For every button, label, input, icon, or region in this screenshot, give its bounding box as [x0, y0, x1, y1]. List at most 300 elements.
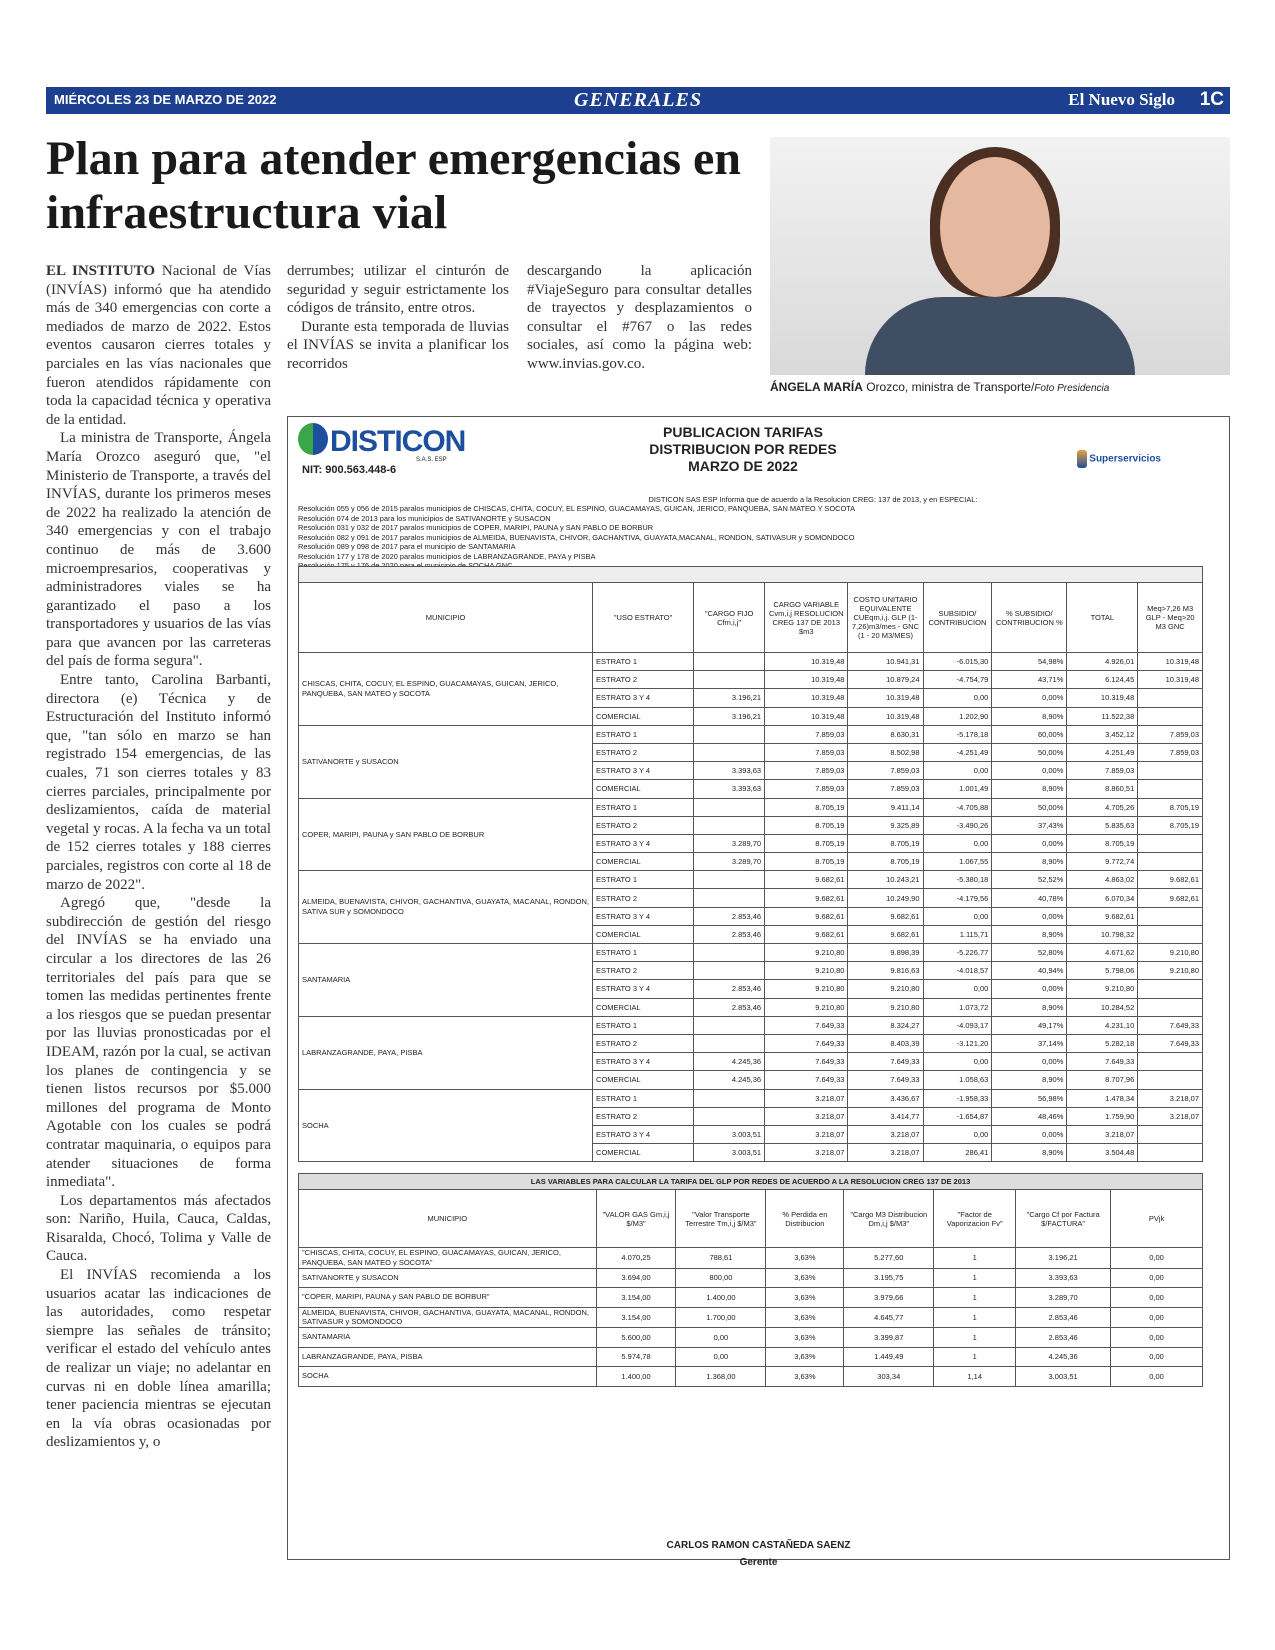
table-cell: 9.682,61 — [765, 907, 848, 925]
table-cell: 3.218,07 — [1138, 1107, 1203, 1125]
table-cell: 0,00 — [923, 1125, 992, 1143]
table-cell: 5.600,00 — [596, 1328, 676, 1348]
table-cell: 3.504,48 — [1067, 1144, 1138, 1162]
table-cell: -1.654,87 — [923, 1107, 992, 1125]
table-cell: 8.705,19 — [1067, 834, 1138, 852]
nit-number: NIT: 900.563.448-6 — [302, 464, 397, 476]
table-cell: 7.649,33 — [765, 1071, 848, 1089]
paragraph: La ministra de Transporte, Ángela María Orozco aseguró que, "el Ministerio de Transporte, a través del INVÍAS, durante los primeros meses de 2022 ha realizado la atención de 340 emergencias y con el trabajo continuo de más de 3.600 microempresarios, cooperativas y administradores viales se ha garantizado el paso a los transportadores y usuarios de las vías para que avancen por las carreteras del país de forma segura". — [46, 430, 271, 670]
table-cell: 3.218,07 — [765, 1107, 848, 1125]
table-cell: 54,98% — [992, 653, 1067, 671]
paragraph: El INVÍAS recomienda a los usuarios acatar las indicaciones de las autoridades, como respetar siempre las señales de tránsito; verificar el estado del vehículo antes de realizar un viaje; no adelantar en curvas ni en doble línea amarilla; tener paciencia mientras se ejecutan en la vía obras ocasionadas por deslizamientos y, o — [46, 1267, 271, 1451]
table-cell: SATIVANORTE y SUSACON — [299, 1268, 597, 1288]
table-cell: COMERCIAL — [593, 998, 694, 1016]
table-header: Meq>7,26 M3 GLP - Meq>20 M3 GNC — [1138, 583, 1203, 653]
table-cell: 0,00% — [992, 762, 1067, 780]
table-cell: 8,90% — [992, 707, 1067, 725]
table-cell: SOCHA — [299, 1367, 597, 1387]
table-cell: 9.682,61 — [848, 925, 923, 943]
table-header: "CARGO FIJO Cfm,i,j" — [694, 583, 765, 653]
table-cell: 5.798,06 — [1067, 962, 1138, 980]
table-cell: 1 — [934, 1347, 1016, 1367]
table-cell: 8,90% — [992, 998, 1067, 1016]
table-cell: 0,00 — [1111, 1268, 1203, 1288]
table-cell: 1.202,90 — [923, 707, 992, 725]
table-cell: ESTRATO 1 — [593, 944, 694, 962]
table-cell — [694, 743, 765, 761]
table-cell: 3.399,87 — [844, 1328, 934, 1348]
table-cell: 9.682,61 — [1067, 907, 1138, 925]
table-cell: -4.705,88 — [923, 798, 992, 816]
table-cell: 8,90% — [992, 925, 1067, 943]
signature-block — [288, 1537, 1229, 1571]
table-cell: 48,46% — [992, 1107, 1067, 1125]
table-cell: 0,00% — [992, 689, 1067, 707]
table-header: COSTO UNITARIO EQUIVALENTE CUEqm,i,j. GLP (1-7,26)m3/mes - GNC (1 - 20 M3/MES) — [848, 583, 923, 653]
resolution-line: Resolución 074 de 2013 para los municipios de SATIVANORTE y SUSACON — [298, 513, 551, 523]
table-cell: -1.958,33 — [923, 1089, 992, 1107]
resolutions-list: DISTICON SAS ESP Informa que de acuerdo a la Resolucion CREG: 137 de 2013, y en ESPECIAL: Resolución 055 y 056 de 2015 paralos municipios de CHISCAS, CHITA, COCUY, EL ESPINO, GUACAMAYAS, GUICAN, JERICO, PANQUEBA, SAN MATEO Y SOCOTA Resolución 074 de 2013 para los municipios de SATIVANORTE y SUSACON Resolución 031 y 032 de 2017 paralos municipios de COPER, MARIPI, PAUNA y SAN PABLO DE BORBUR Resolución 082 y 091 de 2017 paralos municipios de ALMEIDA, BUENAVISTA, CHIVOR, GACHANTIVA, GUAYATA,MACANAL, RONDON, SATIVASUR y SOMONDOCO Resolución 089 y 098 de 2017 para el municipio de SANTAMARIA Resolución 177 y 178 de 2020 paralos municipios de LABRANZAGRANDE, PAYA y PISBA — [298, 495, 1208, 571]
tariff-table — [298, 566, 1203, 1162]
municipality-cell: COPER, MARIPI, PAUNA y SAN PABLO DE BORBUR — [299, 798, 593, 871]
table-cell: 3.393,63 — [694, 762, 765, 780]
table-cell: 303,34 — [844, 1367, 934, 1387]
table-cell: 8,90% — [992, 853, 1067, 871]
table-cell: 0,00 — [1111, 1307, 1203, 1328]
table-cell: ESTRATO 1 — [593, 871, 694, 889]
table-cell: 9.682,61 — [765, 925, 848, 943]
table-cell: 40,78% — [992, 889, 1067, 907]
table-cell — [1138, 1053, 1203, 1071]
table-cell — [1138, 998, 1203, 1016]
table-cell: ESTRATO 3 Y 4 — [593, 1053, 694, 1071]
table-cell: 8.324,27 — [848, 1016, 923, 1034]
table-cell: 5.974,78 — [596, 1347, 676, 1367]
table-header: MUNICIPIO — [299, 1190, 597, 1248]
table-cell: COMERCIAL — [593, 853, 694, 871]
table-cell: 37,14% — [992, 1034, 1067, 1052]
table-cell: 2.853,46 — [1016, 1307, 1111, 1328]
table-cell: 8,90% — [992, 780, 1067, 798]
table-cell: 7.649,33 — [765, 1053, 848, 1071]
table-cell: 4.671,62 — [1067, 944, 1138, 962]
table-cell: 3.218,07 — [765, 1125, 848, 1143]
table-cell: 0,00 — [1111, 1288, 1203, 1308]
table-cell: 7.859,03 — [765, 762, 848, 780]
table-cell: 5.282,18 — [1067, 1034, 1138, 1052]
table-cell: -5.178,18 — [923, 725, 992, 743]
table-row — [299, 1347, 1203, 1367]
table-cell: 7.649,33 — [848, 1071, 923, 1089]
table-cell: 4.231,10 — [1067, 1016, 1138, 1034]
table-cell: ESTRATO 3 Y 4 — [593, 689, 694, 707]
table-cell: 3.154,00 — [596, 1307, 676, 1328]
table-cell: 1.001,49 — [923, 780, 992, 798]
table-cell: 7.859,03 — [1138, 725, 1203, 743]
table-header: TOTAL — [1067, 583, 1138, 653]
table-header: "Valor Transporte Terrestre Tm,i,j $/M3" — [676, 1190, 766, 1248]
table-cell: 2.853,46 — [694, 925, 765, 943]
table-cell: 9.210,80 — [765, 962, 848, 980]
table-cell: 2.853,46 — [694, 907, 765, 925]
table-row — [299, 725, 1203, 743]
table-cell: 0,00 — [1111, 1347, 1203, 1367]
table-cell: 4.245,36 — [694, 1071, 765, 1089]
table-cell: 1 — [934, 1268, 1016, 1288]
table-cell: ESTRATO 2 — [593, 1107, 694, 1125]
table-cell: 3.289,70 — [694, 834, 765, 852]
table-cell — [694, 653, 765, 671]
table-cell: 3,63% — [766, 1288, 844, 1308]
table-row — [299, 1248, 1203, 1269]
table-cell: 3.414,77 — [848, 1107, 923, 1125]
article-column-2 — [287, 262, 509, 374]
table-cell: 1.058,63 — [923, 1071, 992, 1089]
table-cell: 3,63% — [766, 1307, 844, 1328]
table-cell: 1.067,55 — [923, 853, 992, 871]
paragraph: EL INSTITUTO Nacional de Vías (INVÍAS) informó que ha atendido más de 340 emergencias con corte a mediados de marzo de 2022. Estos eventos causaron cierres totales y parciales en las vías nacionales que fueron atendidos rápidamente con toda la capacidad técnica y operativa de la entidad. — [46, 263, 271, 428]
table-cell: 0,00% — [992, 907, 1067, 925]
superservicios-icon — [1077, 450, 1087, 468]
table-cell — [694, 871, 765, 889]
table-row — [299, 1328, 1203, 1348]
table-cell — [1138, 1125, 1203, 1143]
table-cell: 3.436,67 — [848, 1089, 923, 1107]
table-cell: 8.705,19 — [765, 853, 848, 871]
table-cell — [1138, 907, 1203, 925]
table-cell: 10.319,48 — [1138, 653, 1203, 671]
table-cell: 1.449,49 — [844, 1347, 934, 1367]
table-cell: 4.245,36 — [694, 1053, 765, 1071]
table-cell: 60,00% — [992, 725, 1067, 743]
table-cell: 3,63% — [766, 1328, 844, 1348]
table-cell: 10.319,48 — [765, 671, 848, 689]
table-cell: 1 — [934, 1307, 1016, 1328]
resolution-line: Resolución 082 y 091 de 2017 paralos municipios de ALMEIDA, BUENAVISTA, CHIVOR, GACHANTIVA, GUAYATA,MACANAL, RONDON, SATIVASUR y SOMONDOCO — [298, 532, 855, 542]
table-cell: 56,98% — [992, 1089, 1067, 1107]
table-cell — [1138, 1144, 1203, 1162]
table-cell: SANTAMARIA — [299, 1328, 597, 1348]
municipality-cell: SATIVANORTE y SUSACON — [299, 725, 593, 798]
table-cell: 0,00% — [992, 980, 1067, 998]
table-header: "Cargo Cf por Factura $/FACTURA" — [1016, 1190, 1111, 1248]
table-cell — [1138, 980, 1203, 998]
table-cell: 3.003,51 — [694, 1144, 765, 1162]
table-cell: 7.649,33 — [1138, 1034, 1203, 1052]
table-cell: COMERCIAL — [593, 1071, 694, 1089]
table-cell: ESTRATO 3 Y 4 — [593, 762, 694, 780]
table-cell: 10.879,24 — [848, 671, 923, 689]
table-cell: 8.705,19 — [1138, 798, 1203, 816]
municipality-cell: LABRANZAGRANDE, PAYA, PISBA — [299, 1016, 593, 1089]
table-cell — [694, 725, 765, 743]
table-cell: 52,80% — [992, 944, 1067, 962]
table-cell: 7.859,03 — [848, 780, 923, 798]
table-cell: 0,00 — [923, 1053, 992, 1071]
table-cell: 10.284,52 — [1067, 998, 1138, 1016]
table-cell — [1138, 762, 1203, 780]
table-cell: 4.070,25 — [596, 1248, 676, 1269]
table-header: "Factor de Vaporizacion Fv" — [934, 1190, 1016, 1248]
article-column-1 — [46, 262, 271, 1452]
table-cell: LABRANZAGRANDE, PAYA, PISBA — [299, 1347, 597, 1367]
table-cell: 9.682,61 — [765, 871, 848, 889]
section-name: GENERALES — [574, 89, 702, 111]
table-cell: 4.926,01 — [1067, 653, 1138, 671]
table-cell: 3.003,51 — [694, 1125, 765, 1143]
paragraph: Durante esta temporada de lluvias el INVÍAS se invita a planificar los recorridos — [287, 318, 509, 372]
table-cell: ESTRATO 2 — [593, 671, 694, 689]
table-cell: 8.705,19 — [1138, 816, 1203, 834]
table-cell: 3.196,21 — [694, 707, 765, 725]
table-cell: 1.400,00 — [676, 1288, 766, 1308]
table-header: PVjk — [1111, 1190, 1203, 1248]
resolution-line: Resolución 089 y 098 de 2017 para el municipio de SANTAMARIA — [298, 542, 516, 552]
table-cell: 3.003,51 — [1016, 1367, 1111, 1387]
table-row — [299, 871, 1203, 889]
table-cell: 3.393,63 — [1016, 1268, 1111, 1288]
paragraph: Los departamentos más afectados son: Nariño, Huila, Cauca, Caldas, Risaralda, Chocó, Tolima y Valle de Cauca. — [46, 1192, 271, 1265]
table-header: "VALOR GAS Gm,i,j $/M3" — [596, 1190, 676, 1248]
table-header: CARGO VARIABLE Cvm,i,j RESOLUCION CREG 137 DE 2013 $m3 — [765, 583, 848, 653]
table-cell — [694, 944, 765, 962]
table-cell: 8,90% — [992, 1144, 1067, 1162]
table-cell: 1 — [934, 1248, 1016, 1269]
table-cell: 8.705,19 — [848, 853, 923, 871]
table-cell: COMERCIAL — [593, 707, 694, 725]
table-cell: 0,00% — [992, 1125, 1067, 1143]
table-cell: 3.218,07 — [1067, 1125, 1138, 1143]
table-cell: 8.705,19 — [765, 816, 848, 834]
table-cell: 4.251,49 — [1067, 743, 1138, 761]
table-cell: 7.859,03 — [1067, 762, 1138, 780]
table-cell: "COPER, MARIPI, PAUNA y SAN PABLO DE BORBUR" — [299, 1288, 597, 1308]
resolution-line: Resolución 031 y 032 de 2017 paralos municipios de COPER, MARIPI, PAUNA y SAN PABLO DE BORBUR — [298, 523, 654, 533]
table-cell: 4.863,02 — [1067, 871, 1138, 889]
table-cell: 4.705,26 — [1067, 798, 1138, 816]
ad-title: PUBLICACION TARIFAS DISTRIBUCION POR REDES MARZO DE 2022 — [649, 424, 837, 474]
table-cell — [694, 816, 765, 834]
table-header: "Cargo M3 Distribucion Dm,i,j $/M3" — [844, 1190, 934, 1248]
table-cell: 10.941,31 — [848, 653, 923, 671]
table-cell: COMERCIAL — [593, 1144, 694, 1162]
table-cell: 3.154,00 — [596, 1288, 676, 1308]
table-cell: 7.649,33 — [848, 1053, 923, 1071]
table-cell — [694, 1107, 765, 1125]
table-cell: 3.289,70 — [694, 853, 765, 871]
table-cell: 7.859,03 — [1138, 743, 1203, 761]
article-column-3 — [527, 262, 752, 374]
table-row — [299, 1307, 1203, 1328]
table-cell: 3,63% — [766, 1367, 844, 1387]
signer-name: CARLOS RAMON CASTAÑEDA SAENZ — [666, 1540, 851, 1551]
newspaper-brand: El Nuevo Siglo — [1068, 90, 1175, 109]
table-cell: 10.798,32 — [1067, 925, 1138, 943]
table-cell: 9.210,80 — [765, 944, 848, 962]
table-cell: 3.218,07 — [848, 1125, 923, 1143]
table-cell: 0,00 — [923, 980, 992, 998]
table-row — [299, 1367, 1203, 1387]
table-cell: 9.682,61 — [1138, 889, 1203, 907]
table-cell: 9.210,80 — [848, 980, 923, 998]
table-cell: 8.860,51 — [1067, 780, 1138, 798]
table-cell: 9.772,74 — [1067, 853, 1138, 871]
table-cell — [694, 1016, 765, 1034]
paragraph: Agregó que, "desde la subdirección de gestión del riesgo del INVÍAS se ha enviado una circular a los directores de las 26 territoriales del país para que se tomen las medidas pertinentes frente a los riesgos que se puedan presentar por las lluvias pronosticadas por el IDEAM, razón por la cual, se activan los planes de contingencia y se tienen listos recursos por $5.000 millones del programa de Monto Agotable con los cuales se podrá contratar maquinaria, o equipos para atender situaciones de forma inmediata". — [46, 895, 271, 1191]
table-cell: 8,90% — [992, 1071, 1067, 1089]
table-cell: 3.218,07 — [765, 1144, 848, 1162]
table-cell: 10.249,90 — [848, 889, 923, 907]
table-cell — [1138, 689, 1203, 707]
table-cell: 0,00 — [1111, 1328, 1203, 1348]
table-cell: ESTRATO 2 — [593, 743, 694, 761]
table-cell — [1138, 834, 1203, 852]
table-cell: 0,00 — [676, 1347, 766, 1367]
table-header: % SUBSIDIO/ CONTRIBUCION % — [992, 583, 1067, 653]
municipality-cell: SOCHA — [299, 1089, 593, 1162]
resolution-line: Resolución 055 y 056 de 2015 paralos municipios de CHISCAS, CHITA, COCUY, EL ESPINO, GUACAMAYAS, GUICAN, JERICO, PANQUEBA, SAN MATEO Y SOCOTA — [298, 504, 856, 514]
table-cell: 3,63% — [766, 1347, 844, 1367]
table-cell: ESTRATO 1 — [593, 798, 694, 816]
table-cell: ESTRATO 3 Y 4 — [593, 1125, 694, 1143]
page-number: 1C — [1199, 89, 1224, 110]
municipality-cell: CHISCAS, CHITA, COCUY, EL ESPINO, GUACAMAYAS, GUICAN, JERICO, PANQUEBA, SAN MATEO y SOCOTA — [299, 653, 593, 726]
table-cell: ESTRATO 2 — [593, 816, 694, 834]
table-cell: ESTRATO 2 — [593, 889, 694, 907]
table-cell: 0,00 — [923, 762, 992, 780]
tariff-advertisement — [287, 416, 1230, 1568]
paragraph: descargando la aplicación #ViajeSeguro para consultar detalles de trayectos y desplazamientos o consultar el #767 o las redes sociales, así como la página web: www.invias.gov.co. — [527, 263, 752, 372]
table-cell: ESTRATO 3 Y 4 — [593, 980, 694, 998]
table-cell: 2.853,46 — [694, 980, 765, 998]
disticon-logo: DISTICON S.A.S. ESP — [298, 423, 458, 459]
superservicios-logo: Superservicios — [1077, 450, 1161, 468]
table-cell: 0,00 — [1111, 1367, 1203, 1387]
table-cell: 3.393,63 — [694, 780, 765, 798]
table-cell: 3,63% — [766, 1248, 844, 1269]
table-cell: 3.694,00 — [596, 1268, 676, 1288]
table-cell: -4.754,79 — [923, 671, 992, 689]
table-cell: -4.179,56 — [923, 889, 992, 907]
table-cell: "CHISCAS, CHITA, COCUY, EL ESPINO, GUACAMAYAS, GUICAN, JERICO, PANQUEBA, SAN MATEO y SOCOTA" — [299, 1248, 597, 1269]
table-cell: 2.853,46 — [1016, 1328, 1111, 1348]
table-cell: ESTRATO 3 Y 4 — [593, 907, 694, 925]
table-cell: 10.319,48 — [1138, 671, 1203, 689]
table-cell: 3.218,07 — [765, 1089, 848, 1107]
table-cell: 1 — [934, 1288, 1016, 1308]
table-cell: 1.400,00 — [596, 1367, 676, 1387]
table-cell: 9.210,80 — [1067, 980, 1138, 998]
table-cell: 3.218,07 — [1138, 1089, 1203, 1107]
table-cell: 10.319,48 — [765, 707, 848, 725]
table-cell: 49,17% — [992, 1016, 1067, 1034]
table-cell: ESTRATO 1 — [593, 1089, 694, 1107]
table-cell: 1.073,72 — [923, 998, 992, 1016]
table-row — [299, 653, 1203, 671]
table-cell: -4.018,57 — [923, 962, 992, 980]
table-cell: 3.195,75 — [844, 1268, 934, 1288]
table-cell: 1.700,00 — [676, 1307, 766, 1328]
table-cell: 1 — [934, 1328, 1016, 1348]
table-cell: 3.452,12 — [1067, 725, 1138, 743]
table-cell: 10.319,48 — [765, 689, 848, 707]
table-cell: 10.319,48 — [765, 653, 848, 671]
table-row — [299, 1016, 1203, 1034]
table-cell — [1138, 780, 1203, 798]
table-cell: 8.403,39 — [848, 1034, 923, 1052]
table-cell: 4.645,77 — [844, 1307, 934, 1328]
table-cell: 286,41 — [923, 1144, 992, 1162]
resolution-line: Resolución 177 y 178 de 2020 paralos municipios de LABRANZAGRANDE, PAYA y PISBA — [298, 551, 596, 561]
variables-table — [298, 1173, 1203, 1387]
table-cell: 0,00% — [992, 834, 1067, 852]
table-cell: -6.015,30 — [923, 653, 992, 671]
photo-caption: ÁNGELA MARÍA Orozco, ministra de Transporte/Foto Presidencia — [770, 380, 1110, 394]
table-cell: 7.649,33 — [765, 1034, 848, 1052]
table-cell: 8.705,19 — [765, 834, 848, 852]
table-cell: 3,63% — [766, 1268, 844, 1288]
table-cell — [694, 1089, 765, 1107]
table-cell: 1.759,90 — [1067, 1107, 1138, 1125]
table-cell: 9.210,80 — [1138, 944, 1203, 962]
table-cell: 7.859,03 — [765, 725, 848, 743]
table-cell: 9.816,63 — [848, 962, 923, 980]
table-cell: 3.196,21 — [694, 689, 765, 707]
table-cell — [1138, 707, 1203, 725]
table-cell: ESTRATO 1 — [593, 725, 694, 743]
table-cell: 7.649,33 — [1067, 1053, 1138, 1071]
table-cell: 52,52% — [992, 871, 1067, 889]
table-cell: 3.289,70 — [1016, 1288, 1111, 1308]
table-cell: 0,00 — [923, 907, 992, 925]
table-cell: 9.411,14 — [848, 798, 923, 816]
table-header: "USO ESTRATO" — [593, 583, 694, 653]
table-cell: COMERCIAL — [593, 925, 694, 943]
table-cell: COMERCIAL — [593, 780, 694, 798]
table-header: SUBSIDIO/ CONTRIBUCION — [923, 583, 992, 653]
table-cell: 1.368,00 — [676, 1367, 766, 1387]
table-cell: -3.490,26 — [923, 816, 992, 834]
table-cell: 8.707,96 — [1067, 1071, 1138, 1089]
issue-date: MIÉRCOLES 23 DE MARZO DE 2022 — [54, 92, 277, 107]
table-cell: 9.682,61 — [765, 889, 848, 907]
table-cell: 10.319,48 — [848, 707, 923, 725]
table-cell: 9.210,80 — [1138, 962, 1203, 980]
table-cell — [694, 671, 765, 689]
table-cell: 43,71% — [992, 671, 1067, 689]
table-cell: 3.218,07 — [848, 1144, 923, 1162]
table-row — [299, 944, 1203, 962]
table-cell: 7.859,03 — [765, 780, 848, 798]
table-cell: 3.979,66 — [844, 1288, 934, 1308]
minister-photo — [770, 137, 1230, 375]
table-cell — [694, 889, 765, 907]
table-cell: 9.325,89 — [848, 816, 923, 834]
table-cell: ESTRATO 1 — [593, 1016, 694, 1034]
table-cell: 7.859,03 — [848, 762, 923, 780]
table-cell — [694, 1034, 765, 1052]
table-cell: 8.630,31 — [848, 725, 923, 743]
table-cell — [1138, 925, 1203, 943]
table-cell: 9.210,80 — [848, 998, 923, 1016]
table-cell: 9.682,61 — [1138, 871, 1203, 889]
table-cell: -5.380,18 — [923, 871, 992, 889]
table-cell — [1138, 1071, 1203, 1089]
table-cell: 7.859,03 — [765, 743, 848, 761]
paragraph: derrumbes; utilizar el cinturón de seguridad y seguir estrictamente los códigos de tránsito, entre otros. — [287, 263, 509, 317]
municipality-cell: ALMEIDA, BUENAVISTA, CHIVOR, GACHANTIVA, GUAYATA, MACANAL, RONDON, SATIVA SUR y SOMONDOCO — [299, 871, 593, 944]
table-cell: 0,00 — [676, 1328, 766, 1348]
